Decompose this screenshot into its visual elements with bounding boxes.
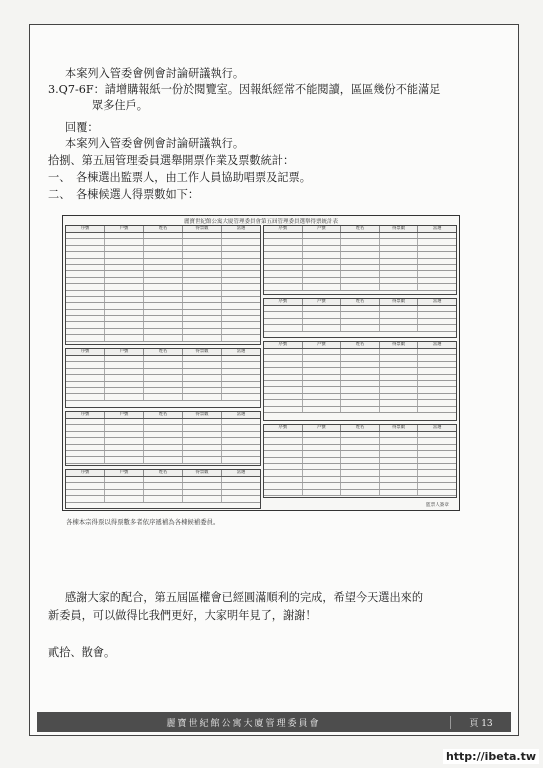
table-header: 序號 戶號 姓名 得票數 當選 bbox=[66, 412, 260, 419]
table-rows bbox=[66, 477, 260, 503]
paragraph: 3.Q7-6F：請增購報紙一份於閱覽室。因報紙經常不能閱讀，區區幾份不能滿足 bbox=[48, 83, 441, 96]
table-row bbox=[66, 394, 260, 400]
table-rows bbox=[264, 306, 456, 332]
table-header: 序號 戶號 姓名 得票數 當選 bbox=[264, 425, 456, 432]
table-block bbox=[263, 424, 457, 498]
paragraph: 二、 各棟候選人得票數如下： bbox=[48, 188, 200, 201]
footer-bar bbox=[37, 712, 511, 732]
table-rows bbox=[264, 432, 456, 496]
section-heading: 拾捌、第五屆管理委員選舉開票作業及票數統計： bbox=[48, 154, 295, 167]
paragraph: 本案列入管委會例會討論研議執行。 bbox=[65, 67, 245, 80]
table-header: 序號 戶號 姓名 得票數 當選 bbox=[264, 342, 456, 349]
table-block bbox=[65, 225, 261, 345]
table-rows bbox=[66, 356, 260, 401]
table-block bbox=[263, 225, 457, 295]
paragraph: 一、 各棟選出監票人，由工作人員協助唱票及記票。 bbox=[48, 171, 311, 184]
table-rows bbox=[66, 233, 260, 342]
table-block bbox=[65, 411, 261, 466]
table-row bbox=[264, 407, 456, 413]
table-footnote: 各棟本宗得票以得票數多者依序遞補為各棟候補委員。 bbox=[66, 518, 220, 526]
table-header: 序號 戶號 姓名 得票數 當選 bbox=[66, 470, 260, 477]
table-block bbox=[263, 298, 457, 338]
table-row bbox=[66, 335, 260, 341]
table-block bbox=[263, 341, 457, 421]
paragraph: 本案列入管委會例會討論研議執行。 bbox=[65, 137, 245, 150]
table-block bbox=[65, 348, 261, 408]
table-header: 序號 戶號 姓名 得票數 當選 bbox=[66, 349, 260, 356]
table-row bbox=[264, 490, 456, 496]
table-header: 序號 戶號 姓名 得票數 當選 bbox=[264, 226, 456, 233]
paragraph: 眾多住戶。 bbox=[92, 99, 148, 112]
paragraph: 感謝大家的配合，第五屆區權會已經圓滿順利的完成，希望今天選出來的 bbox=[65, 591, 424, 604]
table-rows bbox=[264, 349, 456, 413]
paragraph: 新委員，可以做得比我們更好，大家明年見了，謝謝！ bbox=[48, 609, 317, 622]
table-row bbox=[66, 457, 260, 463]
table-title: 麗寶世紀館公寓大廈管理委員會第五屆管理委員選舉得票統計表 bbox=[183, 219, 338, 225]
signature-label: 監票人簽章 bbox=[426, 503, 449, 508]
watermark: http://ibeta.tw bbox=[443, 749, 539, 764]
paragraph: 回覆： bbox=[65, 121, 99, 134]
paragraph: 貳拾、散會。 bbox=[48, 646, 116, 659]
table-row bbox=[264, 325, 456, 331]
table-row bbox=[264, 284, 456, 290]
table-header: 序號 戶號 姓名 得票數 當選 bbox=[66, 226, 260, 233]
table-header: 序號 戶號 姓名 得票數 當選 bbox=[264, 299, 456, 306]
table-block bbox=[65, 469, 261, 509]
footer-title: 麗寶世紀館公寓大廈管理委員會 bbox=[166, 718, 321, 729]
table-rows bbox=[264, 233, 456, 291]
page-number: 頁 13 bbox=[450, 716, 511, 729]
table-rows bbox=[66, 419, 260, 464]
scanned-tally-table bbox=[62, 215, 460, 511]
table-row bbox=[66, 496, 260, 502]
